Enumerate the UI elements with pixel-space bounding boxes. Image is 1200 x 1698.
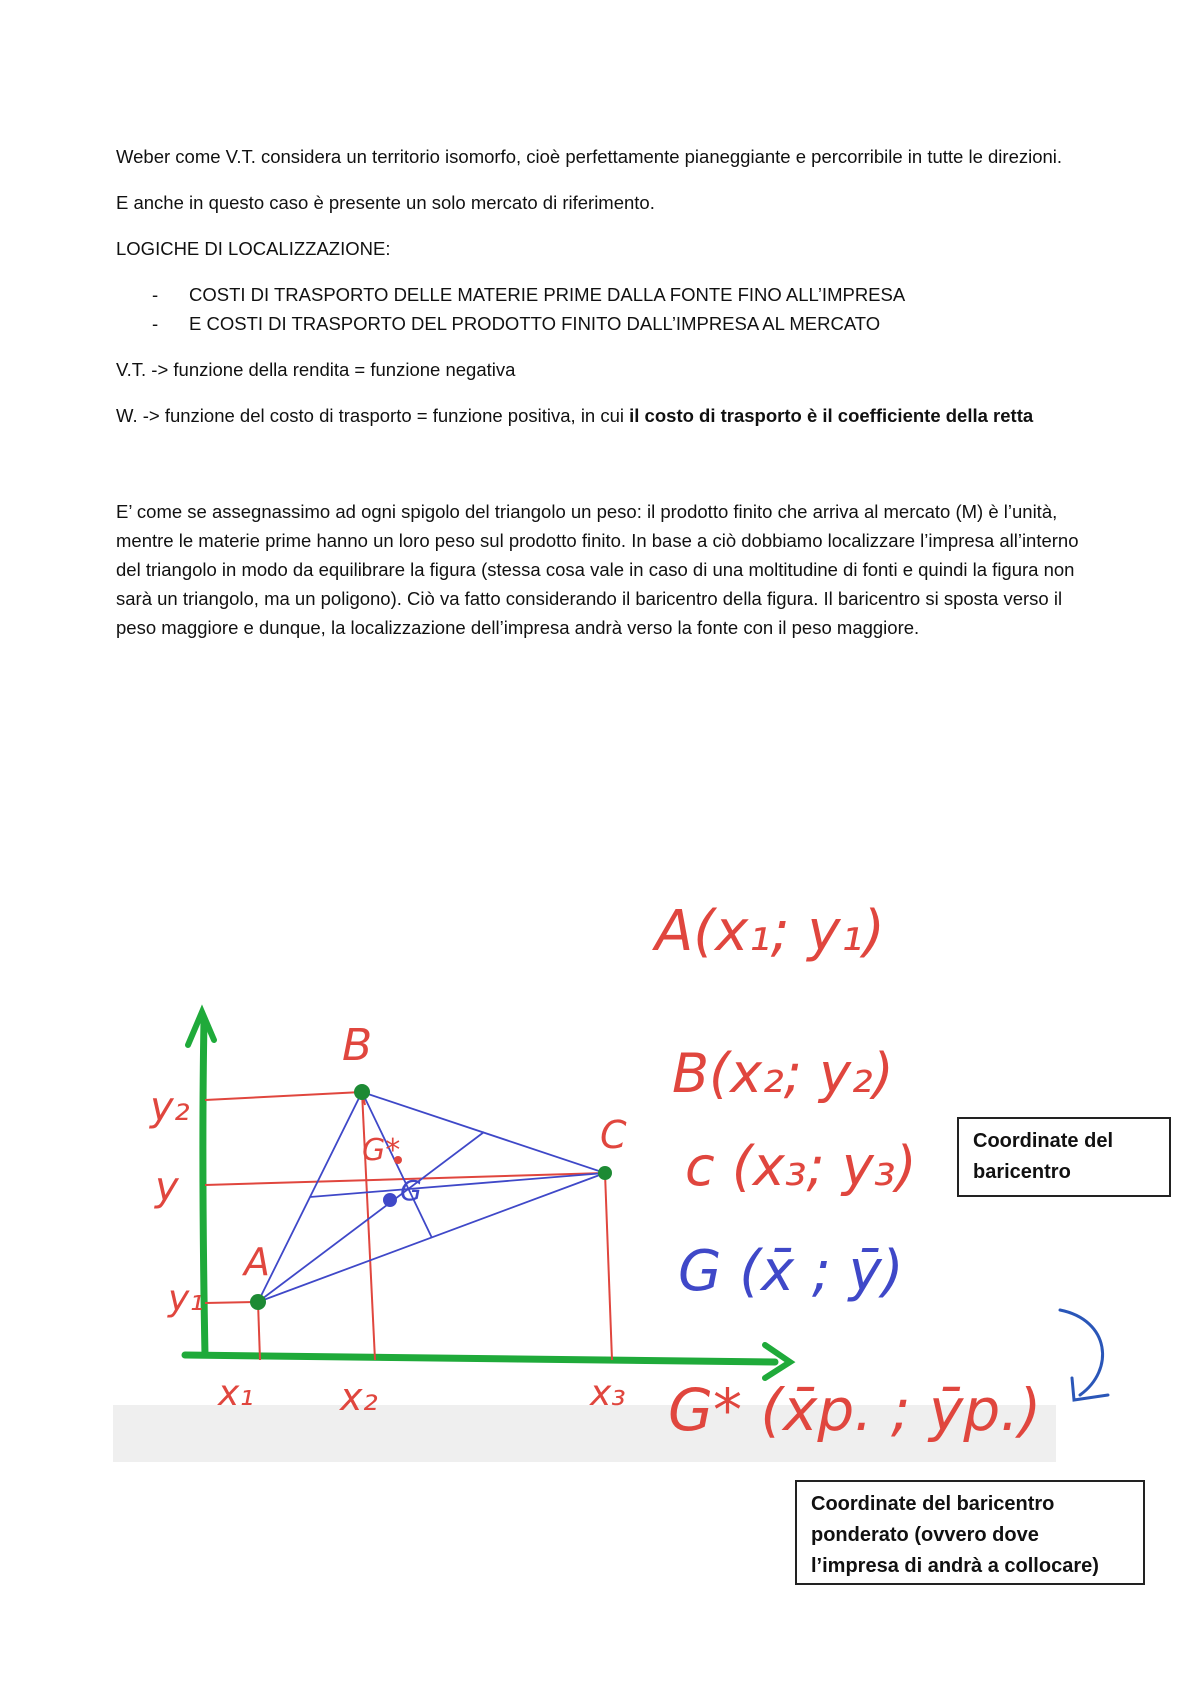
- paragraph-logiche-heading: LOGICHE DI LOCALIZZAZIONE:: [116, 238, 391, 259]
- label-y2: y₂: [150, 1084, 190, 1130]
- point-b: [354, 1084, 370, 1100]
- coord-a: A(x₁; y₁): [655, 899, 885, 964]
- label-x1: x₁: [218, 1373, 254, 1414]
- coord-b: B(x₂; y₂): [672, 1042, 894, 1105]
- list-item-text: COSTI DI TRASPORTO DELLE MATERIE PRIME DALLA FONTE FINO ALL’IMPRESA: [189, 284, 906, 305]
- label-y: y: [155, 1164, 179, 1210]
- label-b: B: [342, 1020, 373, 1071]
- point-c: [598, 1166, 612, 1180]
- label-a: A: [244, 1240, 270, 1284]
- coord-g: G (x̄ ; ȳ): [678, 1239, 904, 1304]
- list-marker: -: [152, 313, 159, 334]
- callout-baricentro-ponderato: Coordinate del baricentro ponderato (ovvero dove l’impresa di andrà a collocare): [795, 1480, 1145, 1585]
- label-x3: x₃: [590, 1373, 626, 1414]
- point-g: [383, 1193, 397, 1207]
- label-y1: y₁: [168, 1278, 204, 1319]
- label-c: C: [600, 1113, 627, 1157]
- curved-arrow: [1060, 1310, 1103, 1395]
- paragraph-w-plain: W. -> funzione del costo di trasporto = funzione positiva, in cui: [116, 405, 630, 426]
- paragraph-mercato: E anche in questo caso è presente un solo mercato di riferimento.: [116, 192, 655, 213]
- coord-g-star: G* (x̄p. ; ȳp.): [668, 1376, 1042, 1444]
- list-item-text: E COSTI DI TRASPORTO DEL PRODOTTO FINITO DALL’IMPRESA AL MERCATO: [189, 313, 881, 334]
- callout-baricentro: Coordinate del baricentro: [957, 1117, 1171, 1197]
- paragraph-w-bold: il costo di trasporto è il coefficiente della retta: [629, 405, 1034, 426]
- list-marker: -: [152, 284, 159, 305]
- label-g: G: [400, 1174, 422, 1207]
- paragraph-baricentro: E’ come se assegnassimo ad ogni spigolo del triangolo un peso: il prodotto finito che arriva al mercato (M) è l’unità, mentre le materie prime hanno un loro peso sul prodotto finito. In base a ciò dobbiamo localizzare l’impresa all’interno del triangolo in modo da equilibrare la figura (stessa cosa vale in caso di una moltitudine di fonti e quindi la figura non sarà un triangolo, ma un poligono). Ciò va fatto considerando il baricentro della figura. Il baricentro si sposta verso il peso maggiore e dunque, la localizzazione dell’impresa andrà verso la fonte con il peso maggiore.: [116, 501, 1079, 638]
- curved-arrow-head: [1072, 1378, 1108, 1400]
- label-x2: x₂: [340, 1375, 378, 1419]
- coord-c: c (x₃; y₃): [685, 1135, 917, 1198]
- paragraph-vt: V.T. -> funzione della rendita = funzione negativa: [116, 359, 516, 380]
- point-a: [250, 1294, 266, 1310]
- label-g-star: G*: [362, 1133, 401, 1168]
- paragraph-isomorfo: Weber come V.T. considera un territorio isomorfo, cioè perfettamente pianeggiante e percorribile in tutte le direzioni.: [116, 146, 1063, 167]
